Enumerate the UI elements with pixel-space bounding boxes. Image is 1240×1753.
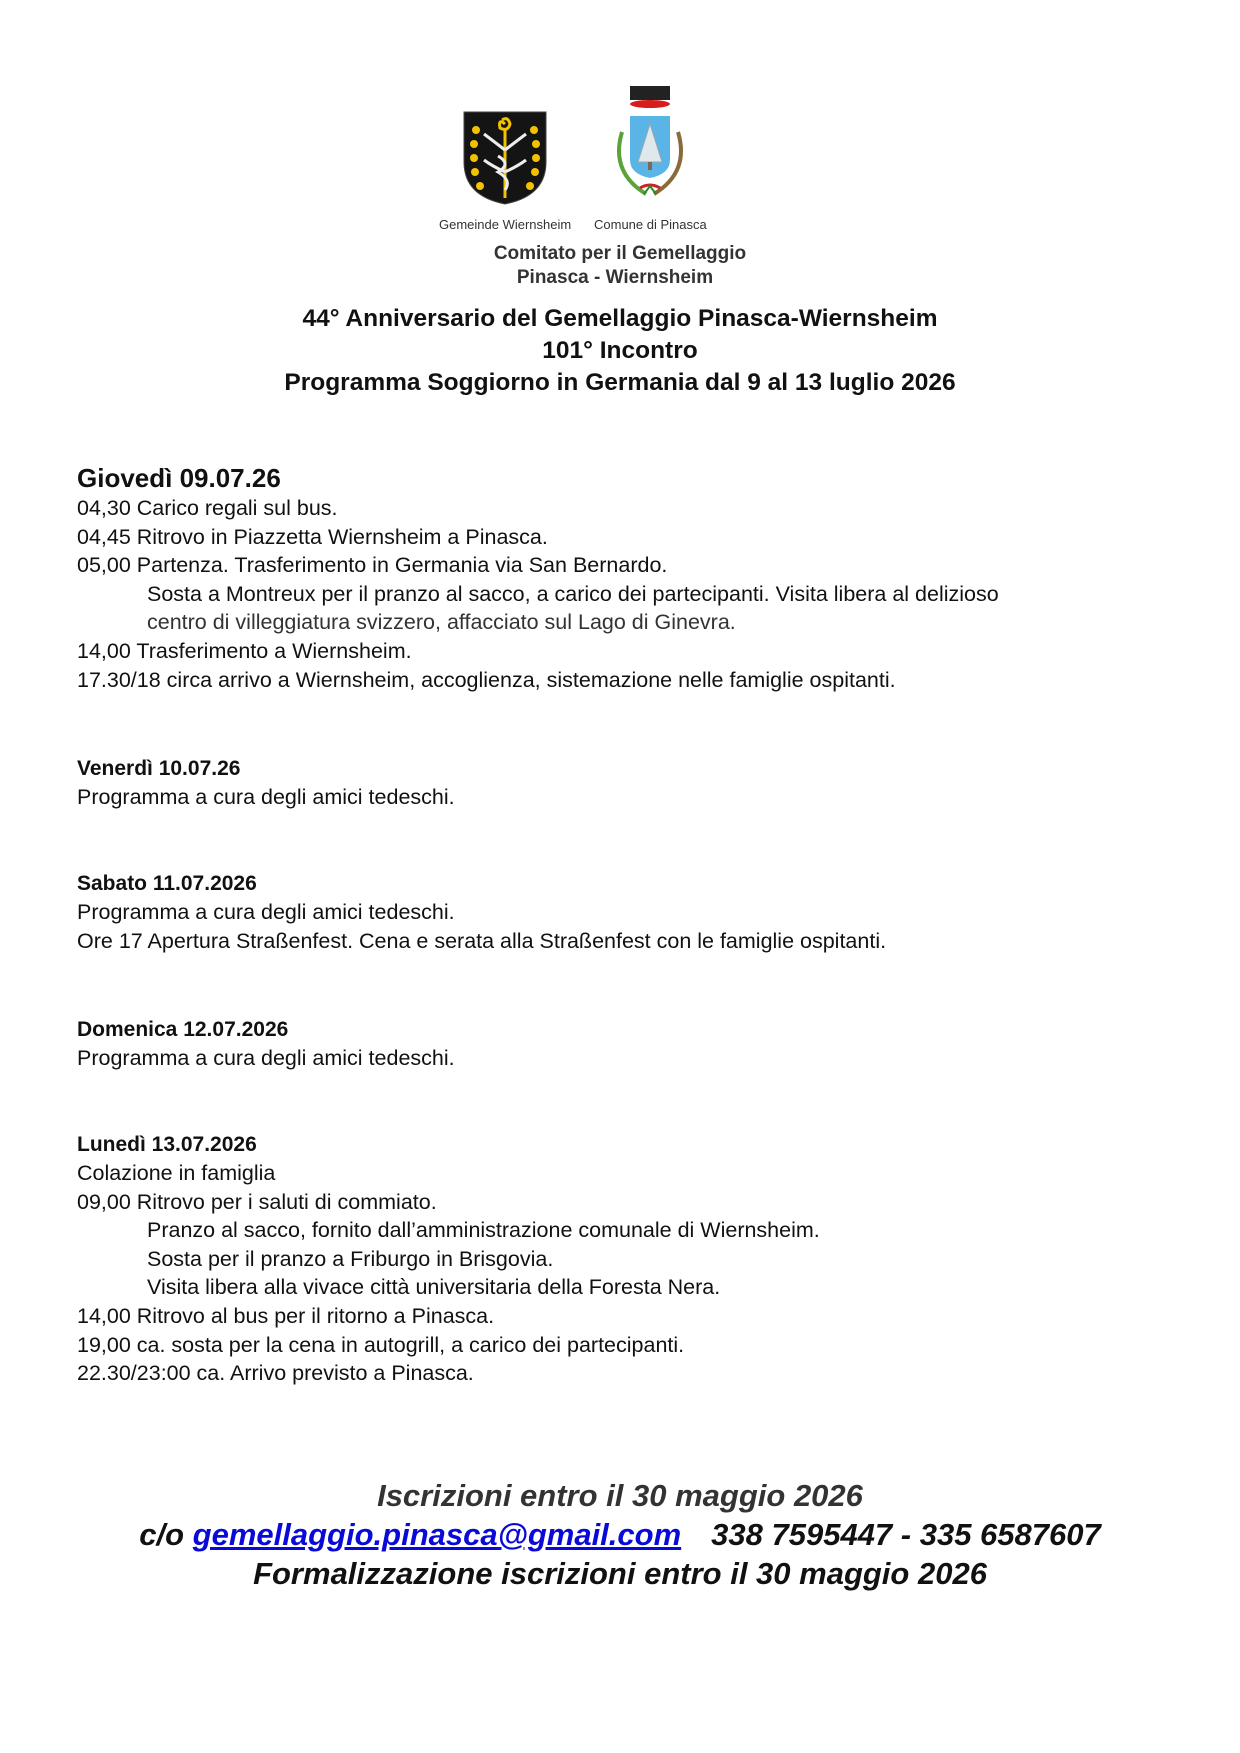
day-heading: Venerdì 10.07.26	[77, 757, 241, 780]
registration-deadline: Iscrizioni entro il 30 maggio 2026	[377, 1478, 863, 1513]
day-section-saturday	[77, 870, 1197, 955]
email-link[interactable]: gemellaggio.pinasca@gmail.com	[192, 1517, 682, 1552]
formalization-deadline: Formalizzazione iscrizioni entro il 30 maggio 2026	[253, 1556, 987, 1591]
schedule-line: Programma a cura degli amici tedeschi.	[77, 785, 455, 809]
schedule-line: Ore 17 Apertura Straßenfest. Cena e serata alla Straßenfest con le famiglie ospitanti.	[77, 928, 887, 953]
page-title: 44° Anniversario del Gemellaggio Pinasca-Wiernsheim	[302, 305, 938, 332]
schedule-line: 04,30 Carico regali sul bus.	[77, 496, 338, 520]
schedule-line: Colazione in famiglia	[77, 1161, 276, 1185]
schedule-line: Pranzo al sacco, fornito dall’amministrazione comunale di Wiernsheim.	[147, 1218, 820, 1243]
day-section-thursday	[77, 462, 1197, 694]
schedule-line: 14,00 Trasferimento a Wiernsheim.	[77, 638, 412, 663]
schedule-line: centro di villeggiatura svizzero, affacciato sul Lago di Ginevra.	[147, 610, 736, 635]
committee-subtitle: Pinasca - Wiernsheim	[516, 267, 714, 288]
schedule-line: Sosta per il pranzo a Friburgo in Brisgovia.	[147, 1246, 554, 1271]
day-section-monday	[77, 1131, 1197, 1388]
day-section-friday	[77, 755, 1197, 812]
schedule-line: Sosta a Montreux per il pranzo al sacco, a carico dei partecipanti. Visita libera al delizioso	[147, 581, 999, 606]
contact-line	[0, 1516, 1240, 1554]
phone-numbers: 338 7595447 - 335 6587607	[711, 1517, 1101, 1552]
day-heading: Giovedì 09.07.26	[77, 463, 281, 493]
schedule-line: 05,00 Partenza. Trasferimento in Germania via San Bernardo.	[77, 553, 668, 578]
care-of-prefix: c/o	[139, 1517, 185, 1552]
schedule-line: 14,00 Ritrovo al bus per il ritorno a Pinasca.	[77, 1303, 495, 1328]
schedule-line: 19,00 ca. sosta per la cena in autogrill, a carico dei partecipanti.	[77, 1332, 685, 1357]
pinasca-label: Comune di Pinasca	[594, 217, 707, 232]
day-heading: Lunedì 13.07.2026	[77, 1133, 257, 1156]
wiernsheim-coat-of-arms-icon	[462, 110, 548, 206]
schedule-line: 17.30/18 circa arrivo a Wiernsheim, accoglienza, sistemazione nelle famiglie ospitanti.	[77, 667, 896, 692]
schedule-line: 09,00 Ritrovo per i saluti di commiato.	[77, 1189, 437, 1214]
schedule-line: Visita libera alla vivace città universitaria della Foresta Nera.	[147, 1275, 721, 1300]
program-subtitle: Programma Soggiorno in Germania dal 9 al 13 luglio 2026	[284, 369, 956, 396]
day-heading: Domenica 12.07.2026	[77, 1018, 289, 1041]
schedule-line: 04,45 Ritrovo in Piazzetta Wiernsheim a Pinasca.	[77, 524, 548, 549]
day-section-sunday	[77, 1016, 1197, 1073]
meeting-number: 101° Incontro	[542, 337, 698, 364]
schedule-line: Programma a cura degli amici tedeschi.	[77, 900, 455, 924]
day-heading: Sabato 11.07.2026	[77, 872, 257, 895]
pinasca-coat-of-arms-icon	[600, 82, 700, 210]
wiernsheim-label: Gemeinde Wiernsheim	[439, 217, 572, 232]
schedule-line: Programma a cura degli amici tedeschi.	[77, 1046, 455, 1070]
committee-name: Comitato per il Gemellaggio	[493, 243, 747, 264]
schedule-line: 22.30/23:00 ca. Arrivo previsto a Pinasca.	[77, 1361, 474, 1386]
